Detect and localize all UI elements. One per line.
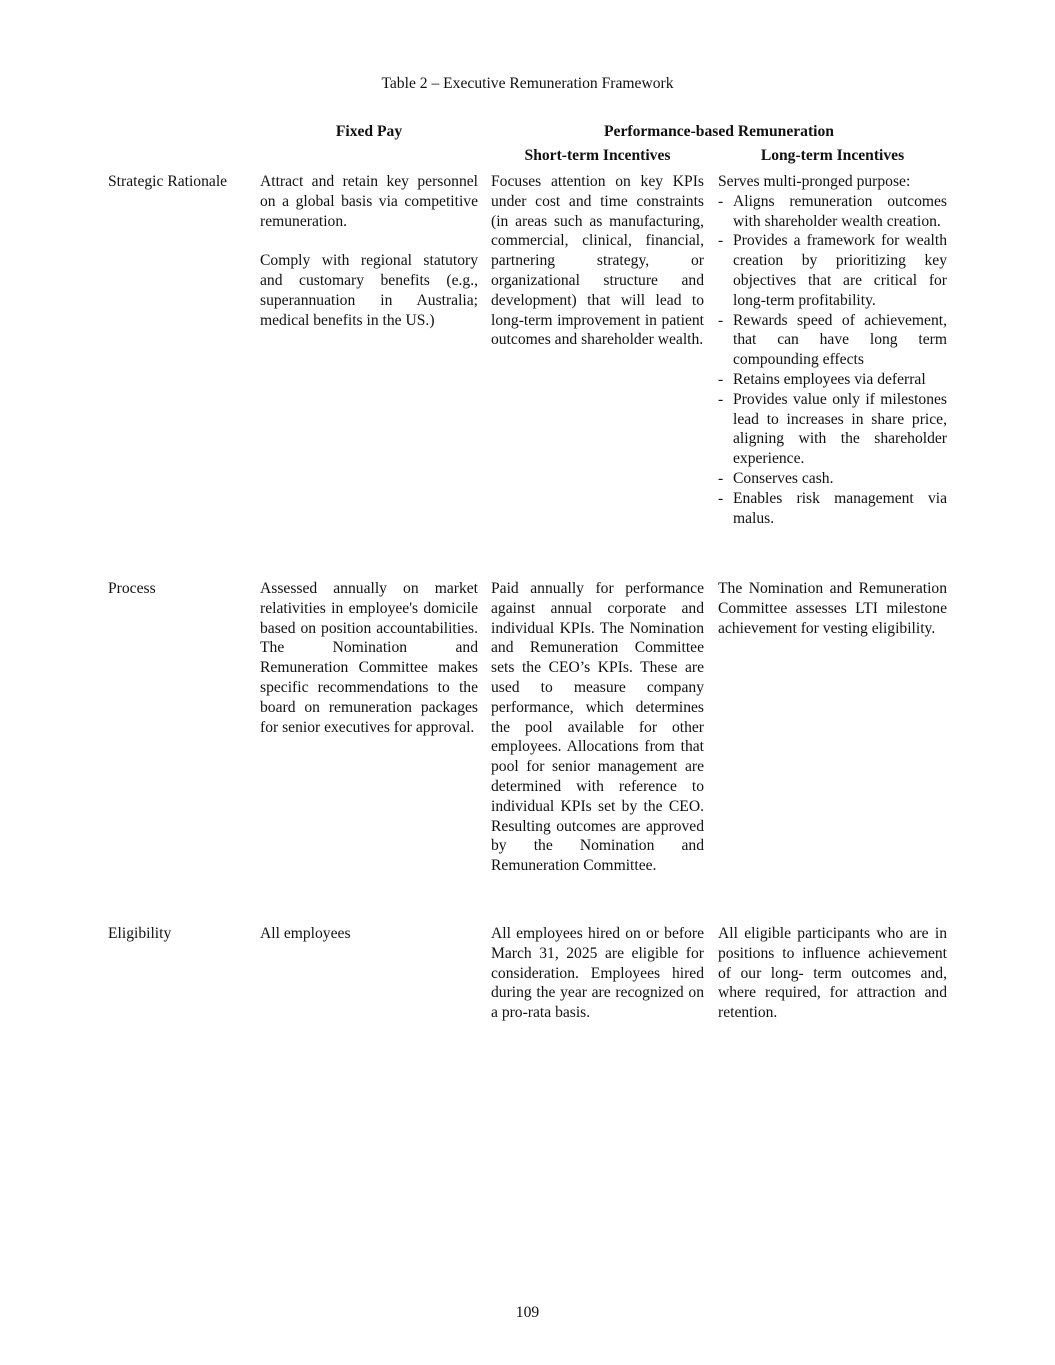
header-fixed-pay: Fixed Pay [335, 123, 403, 140]
header-performance-based: Performance-based Remuneration [604, 123, 834, 140]
process-fixed-pay-cell: Assessed annually on market relativities in employee's domicile based on position accountabilities. The Nomination and Remuneration Committee makes specific recommendations to the board on remuneration packages for senior executives for approval. [260, 580, 478, 736]
strategic-long-term-cell [718, 172, 947, 528]
strategic-short-term-cell: Focuses attention on key KPIs under cost and time constraints (in areas such as manufacturing, commercial, clinical, financial, partnering strategy, or organizational structure and development) that will lead to long-term improvement in patient outcomes and shareholder wealth. [491, 173, 704, 349]
table-caption: Table 2 – Executive Remuneration Framework [381, 75, 674, 92]
strategic-fixed-pay-cell [260, 172, 478, 330]
header-short-term: Short-term Incentives [524, 147, 671, 164]
list-item: - Rewards speed of achievement, that can have long term compounding effects [718, 311, 947, 370]
strategic-fixed-pay-paragraph: Attract and retain key personnel on a global basis via competitive remuneration. [260, 173, 478, 230]
list-item: - Provides value only if milestones lead to increases in share price, aligning with the shareholder experience. [718, 390, 947, 469]
list-item: - Aligns remuneration outcomes with shareholder wealth creation. [718, 192, 947, 232]
list-item: - Retains employees via deferral [718, 370, 947, 390]
process-short-term-cell: Paid annually for performance against annual corporate and individual KPIs. The Nomination and Remuneration Committee sets the CEO’s KPIs. These are used to measure company performance, which determines the pool available for other employees. Allocations from that pool for senior management are determined with reference to individual KPIs set by the CEO. Resulting outcomes are approved by the Nomination and Remuneration Committee. [491, 580, 704, 875]
strategic-fixed-pay-paragraph: Comply with regional statutory and customary benefits (e.g., superannuation in Australia; medical benefits in the US.) [260, 252, 478, 329]
process-long-term-cell: The Nomination and Remuneration Committee assesses LTI milestone achievement for vesting eligibility. [718, 580, 947, 637]
strategic-long-term-list [718, 192, 947, 529]
row-label-eligibility: Eligibility [108, 925, 172, 942]
eligibility-short-term-cell: All employees hired on or before March 31, 2025 are eligible for consideration. Employees hired during the year are recognized on a pro-rata basis. [491, 925, 704, 1022]
list-item: - Enables risk management via malus. [718, 489, 947, 529]
strategic-long-term-intro: Serves multi-pronged purpose: [718, 173, 911, 190]
eligibility-fixed-pay-cell: All employees [260, 925, 351, 942]
eligibility-long-term-cell: All eligible participants who are in positions to influence achievement of our long- term outcomes and, where required, for attraction and retention. [718, 925, 947, 1022]
row-label-process: Process [108, 580, 156, 597]
list-item: - Conserves cash. [718, 469, 947, 489]
row-label-strategic-rationale: Strategic Rationale [108, 173, 228, 190]
list-item: - Provides a framework for wealth creation by prioritizing key objectives that are critical for long-term profitability. [718, 231, 947, 310]
page-number: 109 [515, 1304, 540, 1321]
header-long-term: Long-term Incentives [760, 147, 905, 164]
